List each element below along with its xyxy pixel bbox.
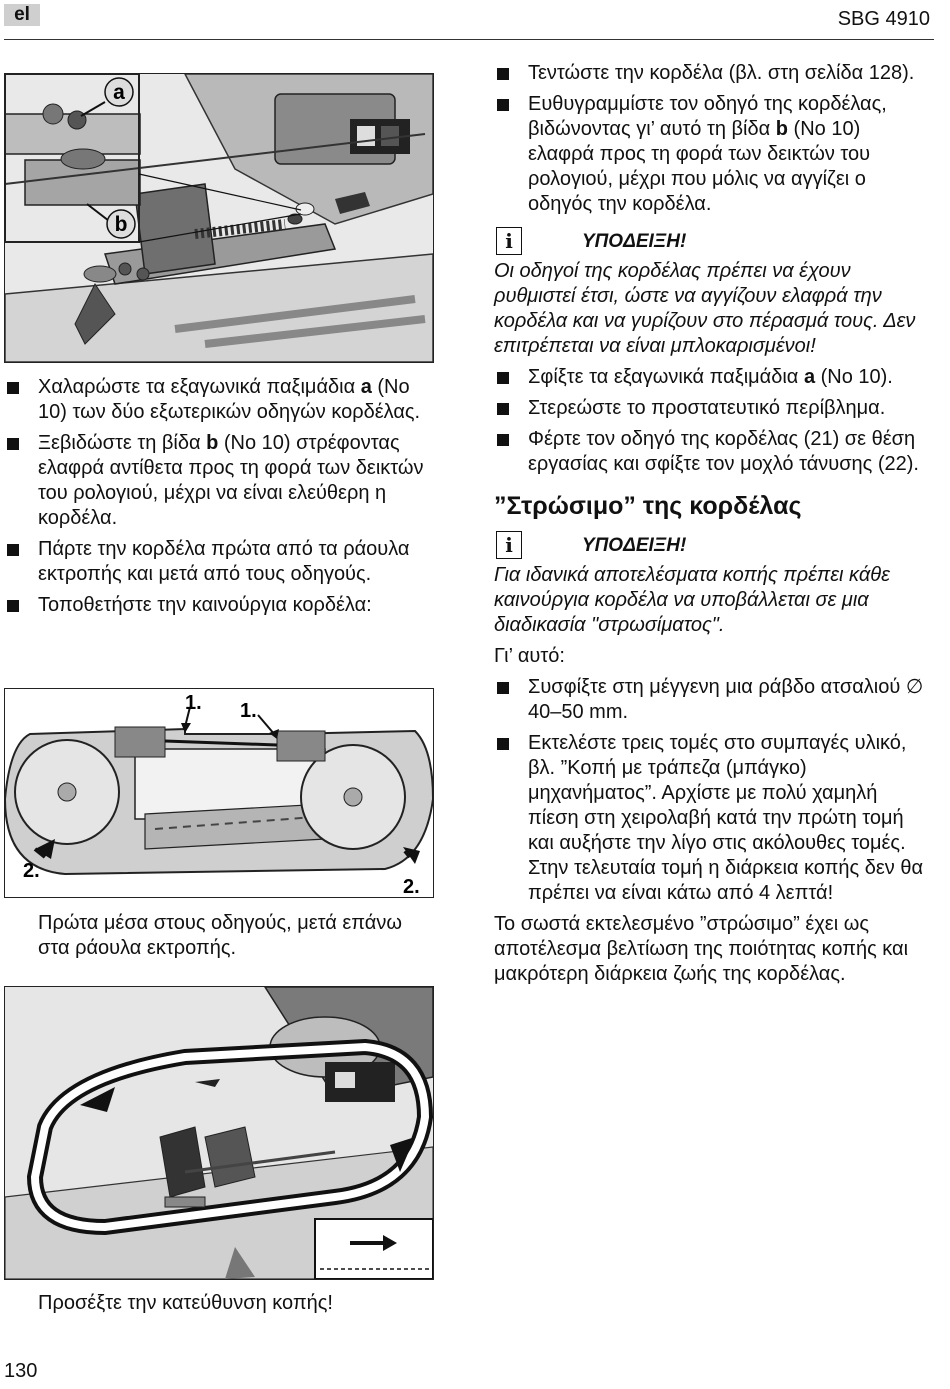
bullet-text: (No 10). (815, 366, 893, 388)
bullet-ref-label: a (803, 366, 816, 388)
note-2-header (494, 531, 930, 559)
step-1-label-left: 1. (185, 692, 202, 714)
bullet-square-icon (7, 544, 19, 556)
bullet-item (494, 396, 930, 421)
bullet-square-icon (7, 438, 19, 450)
bullet-ref-label: b (775, 118, 788, 140)
bullet-ref-label: b (206, 432, 219, 454)
closing-paragraph: Το σωστά εκτελεσμένο ”στρώσιμο” έχει ως αποτέλεσμα βελτίωση της ποιότητας κοπής και μακρότερη διάρκεια ζωής της κορδέλας. (494, 913, 909, 985)
bullet-text: Πάρτε την κορδέλα πρώτα από τα ράουλα εκτροπής και μετά από τους οδηγούς. (38, 538, 410, 585)
bullet-text: Ευθυγραμμίστε τον οδηγό της κορδέλας, βιδώνοντας γι’ αυτό τη βίδα (528, 93, 887, 140)
step-1-label-right: 1. (240, 700, 257, 722)
bullet-square-icon (497, 403, 509, 415)
info-icon: i (496, 531, 522, 559)
bullet-text: Ξεβιδώστε τη βίδα (38, 432, 207, 454)
bullet-item (494, 427, 930, 477)
bullet-square-icon (7, 600, 19, 612)
step-2-label-right: 2. (403, 876, 420, 897)
section-title: ”Στρώσιμο” της κορδέλας (494, 492, 802, 520)
note-1-text: Οι οδηγοί της κορδέλας πρέπει να έχουν ρυθμιστεί έτσι, ώστε να αγγίζουν ελαφρά την κορδέλα και να γυρίζουν στο πέρασμά τους. Δεν επιτρέπεται να είναι μπλοκαρισμένοι! (494, 260, 916, 357)
bullet-square-icon (497, 434, 509, 446)
bullet-text: (No 10) ελαφρά προς τη φορά των δεικτών του ρολογιού, μέχρι που μόλις να αγγίζει ο οδηγός την κορδέλα. (528, 118, 871, 215)
bullet-square-icon (7, 382, 19, 394)
bullet-item (494, 731, 930, 906)
header-rule (4, 39, 934, 40)
language-tag: el (4, 4, 40, 26)
bullet-text: (No 10) των δύο εξωτερικών οδηγών κορδέλας. (38, 376, 421, 423)
step-2-label-left: 2. (23, 860, 40, 882)
bullet-ref-label: a (360, 376, 372, 398)
bullet-text: Τοποθετήστε την καινούργια κορδέλα: (38, 594, 372, 616)
bullet-item (4, 537, 436, 587)
bullet-text: Σφίξτε τα εξαγωνικά παξιμάδια (528, 366, 804, 388)
band-guide-figure (4, 73, 434, 363)
bullet-item (494, 365, 930, 390)
page-number: 130 (4, 1360, 38, 1382)
bullet-text: (No 10) στρέφοντας ελαφρά αντίθετα προς τη φορά των δεικτών του ρολογιού, μέχρι να είναι ελεύθερη η κορδέλα. (38, 432, 424, 529)
bullet-square-icon (497, 372, 509, 384)
bullet-item (4, 431, 436, 531)
note-2-title: ΥΠΟΔΕΙΞΗ! (582, 535, 687, 556)
bullet-item (494, 61, 930, 86)
note-1-title: ΥΠΟΔΕΙΞΗ! (582, 231, 687, 252)
label-b: b (114, 213, 128, 236)
model-number: SBG 4910 (837, 8, 930, 30)
info-icon: i (496, 227, 522, 255)
bullet-text: Φέρτε τον οδηγό της κορδέλας (21) σε θέση εργασίας και σφίξτε τον μοχλό τάνυσης (22). (528, 428, 919, 475)
note-2-text: Για ιδανικά αποτελέσματα κοπής πρέπει κάθε καινούργια κορδέλα να υποβάλλεται σε μια διαδικασία "στρωσίματος". (494, 564, 890, 636)
bullet-square-icon (497, 68, 509, 80)
bullet-text: Εκτελέστε τρεις τομές στο συμπαγές υλικό, βλ. ”Κοπή με τράπεζα (μπάγκο) μηχανήματος”. Αρχίστε με πολύ χαμηλή πίεση στη χειρολαβή κατά την πρώτη τομή και αυξήστε την λίγο στις ακόλουθες τομές. Στην τελευταία τομή η διάρκεια κοπής δεν θα πρέπει να είναι κάτω από 4 λεπτά! (528, 732, 924, 904)
band-insertion-figure (4, 688, 434, 898)
bullet-square-icon (497, 99, 509, 111)
figure-3-caption: Προσέξτε την κατεύθυνση κοπής! (38, 1292, 333, 1314)
left-column-instructions (4, 375, 436, 624)
figure-2-caption: Πρώτα μέσα στους οδηγούς, μετά επάνω στα ράουλα εκτροπής. (38, 912, 402, 959)
bullet-square-icon (497, 738, 509, 750)
bullet-text: Συσφίξτε στη μέγγενη μια ράβδο ατσαλιού ∅ 40–50 mm. (528, 676, 924, 723)
right-column-instructions (494, 61, 930, 993)
bullet-text: Χαλαρώστε τα εξαγωνικά παξιμάδια (38, 376, 361, 398)
bullet-item (494, 675, 930, 725)
bullet-item (4, 375, 436, 425)
bullet-square-icon (497, 682, 509, 694)
bullet-text: Τεντώστε την κορδέλα (βλ. στη σελίδα 128). (528, 62, 915, 84)
label-a: a (113, 81, 125, 104)
bullet-text: Στερεώστε το προστατευτικό περίβλημα. (528, 397, 886, 419)
cutting-direction-figure (4, 986, 434, 1280)
bullet-item (4, 593, 436, 618)
intro-text: Γι’ αυτό: (494, 645, 565, 667)
note-1-header (494, 227, 930, 255)
bullet-item (494, 92, 930, 217)
